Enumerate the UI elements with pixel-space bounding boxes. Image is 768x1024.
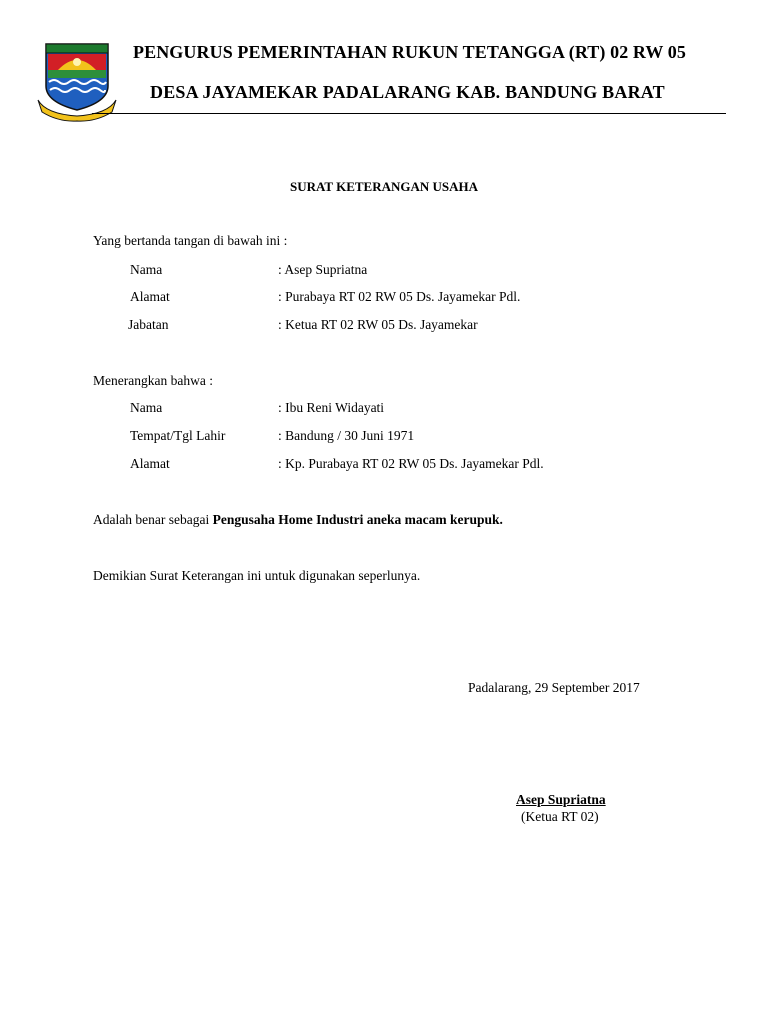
subject-intro: Menerangkan bahwa : — [93, 373, 213, 388]
header-line-1: PENGURUS PEMERINTAHAN RUKUN TETANGGA (RT) 02 RW 05 — [133, 42, 686, 62]
regency-logo — [36, 40, 118, 122]
subject-label-alamat: Alamat — [130, 456, 170, 471]
statement — [93, 512, 503, 528]
header-divider — [92, 113, 726, 114]
signer-label-jabatan: Jabatan — [128, 317, 169, 332]
signer-value-nama: : Asep Supriatna — [278, 262, 368, 277]
statement-prefix: Adalah benar sebagai — [93, 512, 213, 527]
document-title: SURAT KETERANGAN USAHA — [289, 179, 479, 194]
regency-emblem-icon — [36, 40, 118, 122]
header-line-2: DESA JAYAMEKAR PADALARANG KAB. BANDUNG BARAT — [150, 82, 665, 102]
place-date: Padalarang, 29 September 2017 — [468, 680, 640, 695]
statement-business: Pengusaha Home Industri aneka macam kerupuk. — [212, 512, 503, 527]
signer-label-alamat: Alamat — [130, 289, 170, 304]
subject-label-nama: Nama — [130, 400, 163, 415]
subject-value-alamat: : Kp. Purabaya RT 02 RW 05 Ds. Jayamekar Pdl. — [278, 456, 544, 471]
subject-value-birth: : Bandung / 30 Juni 1971 — [278, 428, 415, 443]
signature-name: Asep Supriatna — [516, 792, 606, 807]
subject-label-birth: Tempat/Tgl Lahir — [130, 428, 226, 443]
signer-value-alamat: : Purabaya RT 02 RW 05 Ds. Jayamekar Pdl. — [278, 289, 521, 304]
signer-label-nama: Nama — [130, 262, 163, 277]
subject-value-nama: : Ibu Reni Widayati — [278, 400, 385, 415]
signer-intro: Yang bertanda tangan di bawah ini : — [93, 233, 288, 248]
signer-value-jabatan: : Ketua RT 02 RW 05 Ds. Jayamekar — [278, 317, 478, 332]
closing-sentence: Demikian Surat Keterangan ini untuk digunakan seperlunya. — [93, 568, 421, 583]
signature-role: (Ketua RT 02) — [521, 809, 599, 824]
